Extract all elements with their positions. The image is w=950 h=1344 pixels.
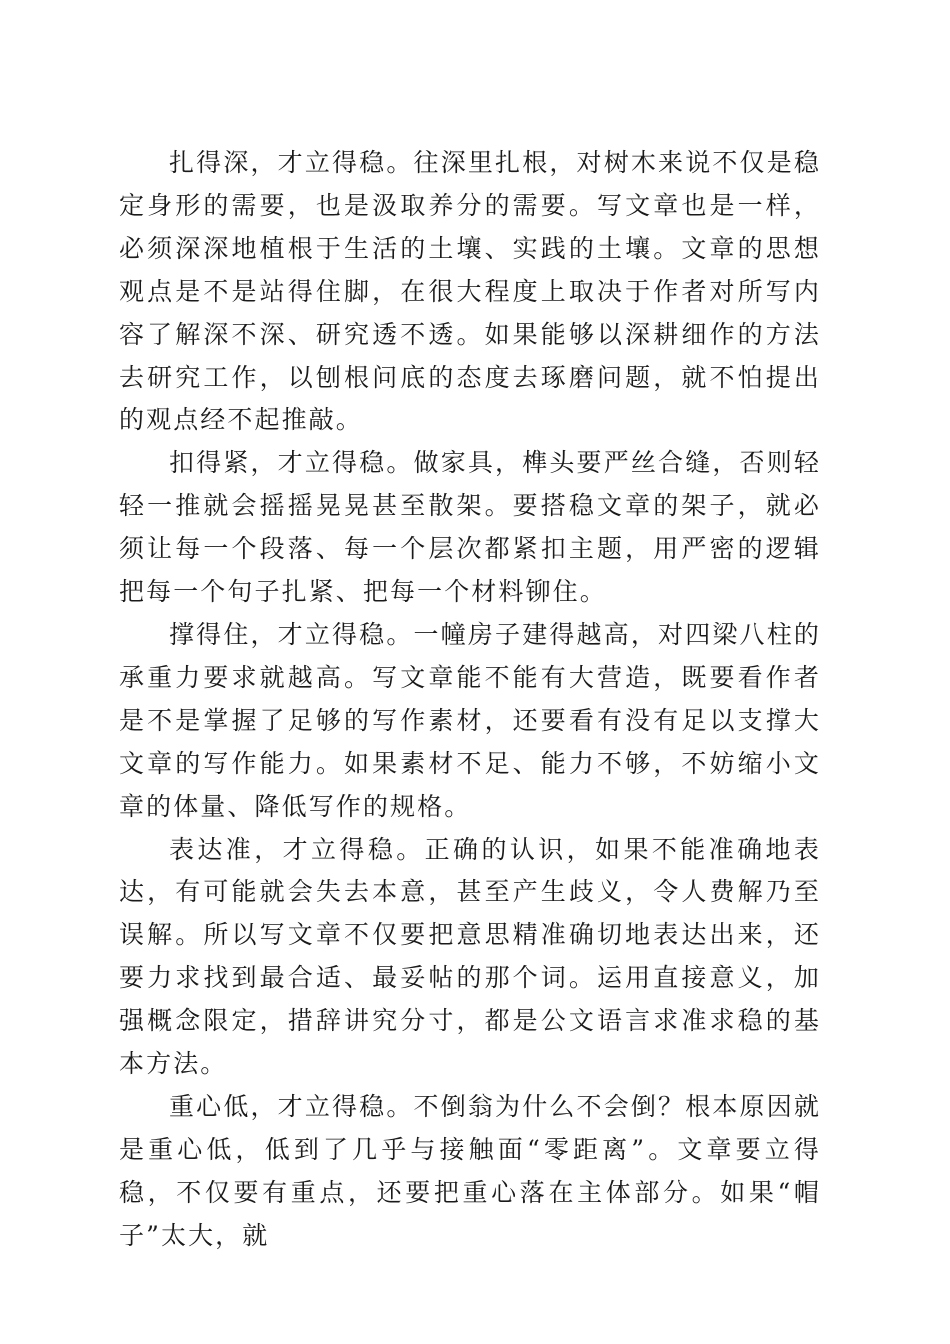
paragraph-precise-expression: 表达准，才立得稳。正确的认识，如果不能准确地表达，有可能就会失去本意，甚至产生歧义，令人费解乃至误解。所以写文章不仅要把意思精准确切地表达出来，还要力求找到最合适、最妥帖的那个词。运用直接意义，加强概念限定，措辞讲究分寸，都是公文语言求准求稳的基本方法。: [119, 834, 821, 1079]
paragraph-rooted-deep: 扎得深，才立得稳。往深里扎根，对树木来说不仅是稳定身形的需要，也是汲取养分的需要。写文章也是一样，必须深深地植根于生活的土壤、实践的土壤。文章的思想观点是不是站得住脚，在很大程度上取决于作者对所写内容了解深不深、研究透不透。如果能够以深耕细作的方法去研究工作，以刨根问底的态度去琢磨问题，就不怕提出的观点经不起推敲。: [119, 148, 821, 435]
paragraph-load-bearing: 撑得住，才立得稳。一幢房子建得越高，对四梁八柱的承重力要求就越高。写文章能不能有大营造，既要看作者是不是掌握了足够的写作素材，还要看有没有足以支撑大文章的写作能力。如果素材不足、能力不够，不妨缩小文章的体量、降低写作的规格。: [119, 619, 821, 821]
paragraph-tight-joints: 扣得紧，才立得稳。做家具，榫头要严丝合缝，否则轻轻一推就会摇摇晃晃甚至散架。要搭稳文章的架子，就必须让每一个段落、每一个层次都紧扣主题，用严密的逻辑把每一个句子扎紧、把每一个材料铆住。: [119, 448, 821, 607]
paragraph-low-center: 重心低，才立得稳。不倒翁为什么不会倒？根本原因就是重心低，低到了几乎与接触面“零距离”。文章要立得稳，不仅要有重点，还要把重心落在主体部分。如果“帽子”太大，就: [119, 1091, 821, 1250]
document-body: [119, 142, 821, 1258]
